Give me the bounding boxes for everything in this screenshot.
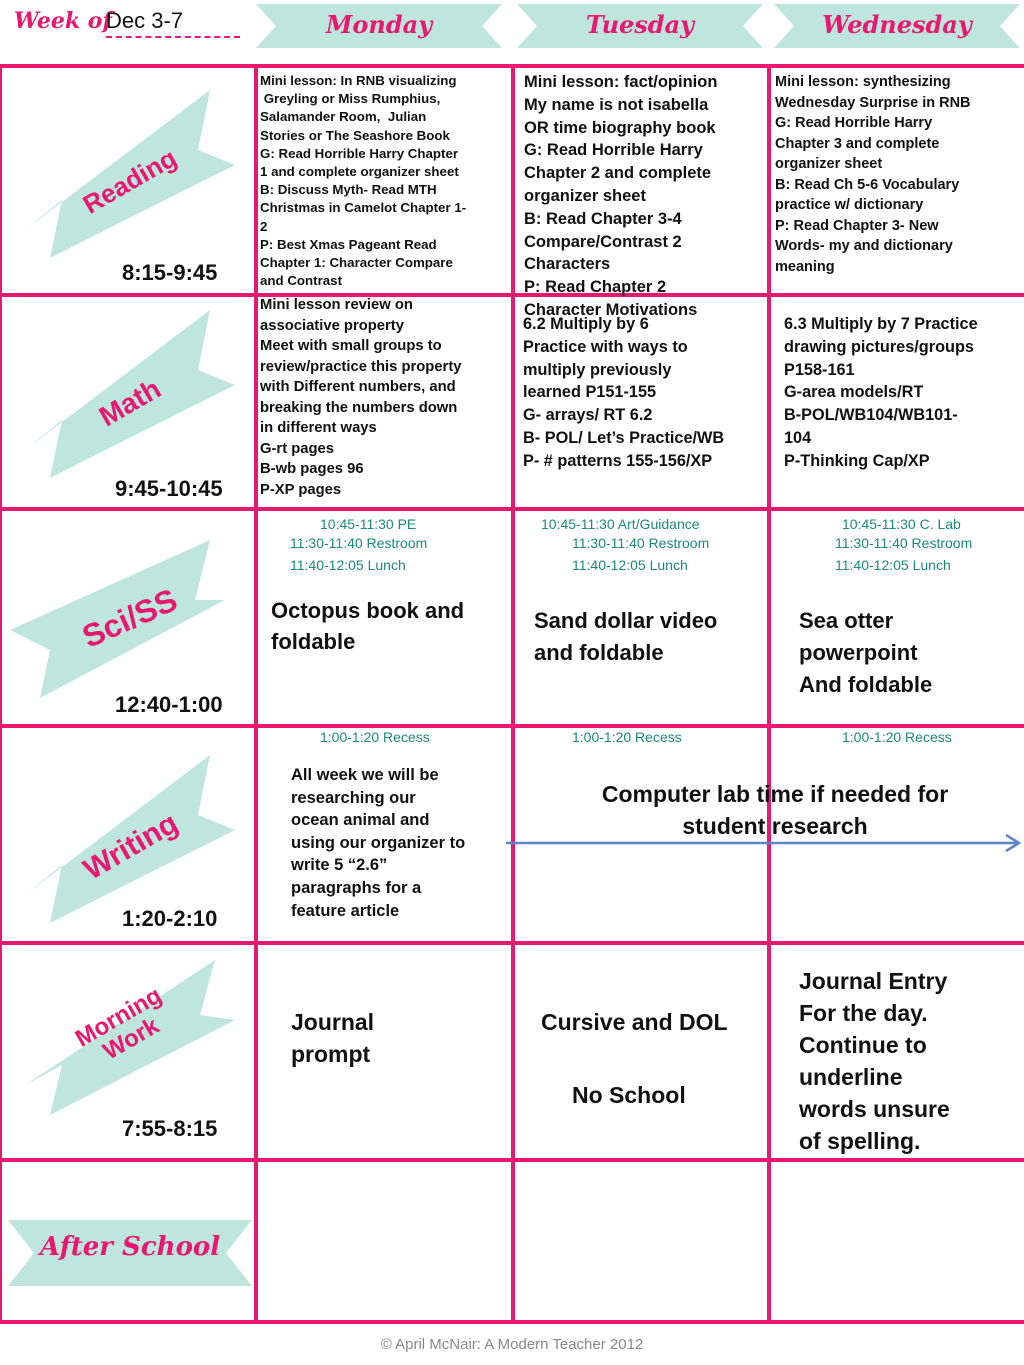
- line: B-wb pages 96: [260, 461, 364, 477]
- morning-wednesday: [799, 965, 1021, 1157]
- special-monday-3: 11:40-12:05 Lunch: [290, 557, 406, 573]
- line: B: Read Ch 5-6 Vocabulary: [775, 176, 960, 193]
- line: P-XP pages: [260, 481, 342, 498]
- line: breaking the numbers down: [260, 399, 458, 416]
- day-tuesday: Tuesday: [585, 10, 695, 39]
- special-wednesday-1: 10:45-11:30 C. Lab: [842, 516, 961, 532]
- line: OR time biography book: [524, 118, 716, 137]
- line: Mini lesson: In RNB visualizing: [260, 73, 457, 88]
- scis-monday: [271, 595, 511, 657]
- line: G: Read Horrible Harry: [775, 115, 933, 131]
- time-math: 9:45-10:45: [115, 476, 223, 501]
- scis-ribbon: [10, 520, 240, 700]
- time-reading: 8:15-9:45: [122, 260, 218, 285]
- line: prompt: [291, 1041, 371, 1067]
- line: Journal: [291, 1009, 375, 1035]
- line: Sea otter: [799, 608, 894, 633]
- line: Sand dollar video: [534, 608, 718, 633]
- line: Salamander Room, Julian: [260, 109, 427, 125]
- line: Stories or The Seashore Book: [260, 127, 450, 143]
- time-writing: 1:20-2:10: [122, 906, 218, 931]
- line: Continue to: [799, 1032, 927, 1058]
- math-tuesday: [523, 313, 765, 473]
- line: meaning: [775, 258, 835, 275]
- recess-monday: 1:00-1:20 Recess: [320, 729, 430, 745]
- line: Greyling or Miss Rumphius,: [260, 91, 441, 107]
- tuesday-banner: [517, 4, 763, 48]
- math-wednesday: [784, 313, 1022, 473]
- line: P- # patterns 155-156/XP: [523, 451, 713, 470]
- dates-underline: [106, 36, 240, 38]
- special-tuesday-2: 11:30-11:40 Restroom: [572, 535, 710, 551]
- line: and Contrast: [260, 273, 343, 289]
- special-monday-2: 11:30-11:40 Restroom: [290, 535, 428, 551]
- line: student research: [682, 813, 868, 839]
- line: G- arrays/ RT 6.2: [523, 406, 653, 425]
- math-monday: [260, 295, 508, 500]
- line: Octopus book and: [271, 598, 465, 623]
- writing-monday: [291, 764, 509, 922]
- line: Words- my and dictionary: [775, 238, 953, 254]
- subject-writing: Writing: [78, 806, 184, 887]
- line: P: Best Xmas Pageant Read: [260, 236, 437, 252]
- column-divider: [254, 64, 258, 1324]
- line: organizer sheet: [775, 156, 883, 172]
- line: Journal Entry: [799, 968, 948, 994]
- time-morning-work: 7:55-8:15: [122, 1116, 218, 1141]
- line: B- POL/ Let’s Practice/WB: [523, 428, 725, 447]
- line: learned P151-155: [523, 383, 657, 402]
- math-ribbon: [20, 300, 245, 480]
- line: Compare/Contrast 2: [524, 232, 682, 251]
- morning-tuesday-b: No School: [572, 1082, 686, 1108]
- line: G-rt pages: [260, 440, 334, 457]
- line: P158-161: [784, 360, 855, 379]
- writing-ribbon: [20, 745, 245, 925]
- line: Mini lesson: synthesizing: [775, 74, 951, 90]
- subject-morning-work: Morning Work: [70, 981, 167, 1066]
- morning-tuesday-a: Cursive and DOL: [541, 1009, 728, 1035]
- line: foldable: [271, 629, 356, 654]
- special-monday-1: 10:45-11:30 PE: [320, 516, 417, 532]
- line: 104: [784, 428, 812, 447]
- line: 6.2 Multiply by 6: [523, 315, 649, 333]
- line: G: Read Horrible Harry Chapter: [260, 145, 459, 161]
- line: using our organizer to: [291, 833, 466, 852]
- reading-monday: [260, 72, 508, 290]
- line: with Different numbers, and: [260, 379, 456, 395]
- special-wednesday-2: 11:30-11:40 Restroom: [835, 535, 973, 551]
- line: G: Read Horrible Harry: [524, 141, 703, 160]
- line: Character Motivations: [524, 300, 698, 319]
- line: G-area models/RT: [784, 383, 924, 402]
- line: P: Read Chapter 2: [524, 278, 667, 297]
- special-tuesday-1: 10:45-11:30 Art/Guidance: [541, 516, 700, 532]
- line: And foldable: [799, 672, 933, 697]
- line: in different ways: [260, 420, 377, 436]
- morning-work-ribbon: [20, 955, 245, 1135]
- line: write 5 “2.6”: [291, 856, 388, 875]
- line: researching our: [291, 788, 416, 807]
- line: Chapter 3 and complete: [775, 135, 940, 152]
- line: Meet with small groups to: [260, 338, 442, 354]
- line: review/practice this property: [260, 358, 462, 375]
- line: Computer lab time if needed for: [601, 781, 949, 807]
- line: organizer sheet: [524, 186, 646, 205]
- line: Characters: [524, 255, 611, 274]
- morning-monday: [291, 1006, 491, 1070]
- subject-reading: Reading: [77, 142, 182, 220]
- subject-math: Math: [93, 372, 166, 433]
- line: B-POL/WB104/WB101-: [784, 406, 958, 425]
- line: Mini lesson review on: [260, 297, 413, 313]
- column-divider: [767, 64, 771, 1324]
- line: For the day.: [799, 1000, 928, 1026]
- line: words unsure: [799, 1096, 950, 1122]
- line: practice w/ dictionary: [775, 197, 924, 213]
- time-sci-ss: 12:40-1:00: [115, 692, 223, 717]
- reading-wednesday: [775, 72, 1021, 277]
- line: 6.3 Multiply by 7 Practice: [784, 315, 978, 333]
- line: powerpoint: [799, 640, 918, 665]
- line: ocean animal and: [291, 811, 430, 830]
- line: Chapter 2 and complete: [524, 164, 712, 183]
- monday-banner: [256, 4, 502, 48]
- line: associative property: [260, 317, 404, 334]
- day-wednesday: Wednesday: [822, 10, 972, 39]
- day-monday: Monday: [325, 10, 433, 39]
- continue-arrow-icon: [500, 830, 1024, 856]
- line: P-Thinking Cap/XP: [784, 451, 930, 470]
- line: P: Read Chapter 3- New: [775, 217, 939, 234]
- line: Chapter 1: Character Compare: [260, 255, 453, 271]
- after-school-ribbon: [8, 1218, 252, 1288]
- scis-tuesday: [534, 605, 766, 669]
- line: feature article: [291, 901, 400, 920]
- line: Wednesday Surprise in RNB: [775, 94, 971, 111]
- recess-wednesday: 1:00-1:20 Recess: [842, 729, 952, 745]
- reading-tuesday: [524, 71, 766, 322]
- line: All week we will be: [291, 766, 439, 784]
- column-divider: [511, 64, 515, 1324]
- line: drawing pictures/groups: [784, 337, 974, 356]
- line: 1 and complete organizer sheet: [260, 164, 459, 180]
- recess-tuesday: 1:00-1:20 Recess: [572, 729, 682, 745]
- line: and foldable: [534, 640, 664, 665]
- week-dates: Dec 3-7: [106, 8, 184, 33]
- line: underline: [799, 1064, 903, 1090]
- line: B: Discuss Myth- Read MTH: [260, 182, 437, 198]
- line: My name is not isabella: [524, 95, 709, 114]
- line: Mini lesson: fact/opinion: [524, 73, 718, 91]
- column-divider: [0, 64, 2, 1324]
- subject-after-school: After School: [39, 1232, 221, 1262]
- special-wednesday-3: 11:40-12:05 Lunch: [835, 557, 951, 573]
- copyright-footer: © April McNair: A Modern Teacher 2012: [380, 1336, 644, 1353]
- week-of-label: Week of: [14, 8, 112, 34]
- line: paragraphs for a: [291, 878, 422, 897]
- line: B: Read Chapter 3-4: [524, 209, 682, 228]
- line: multiply previously: [523, 360, 672, 379]
- line: 2: [260, 218, 268, 234]
- reading-ribbon: [20, 80, 245, 260]
- wednesday-banner: [774, 4, 1020, 48]
- line: Christmas in Camelot Chapter 1-: [260, 200, 467, 216]
- subject-sci-ss: Sci/SS: [76, 581, 183, 655]
- scis-wednesday: [799, 605, 1021, 701]
- special-tuesday-3: 11:40-12:05 Lunch: [572, 557, 688, 573]
- line: of spelling.: [799, 1128, 921, 1154]
- line: Practice with ways to: [523, 337, 688, 356]
